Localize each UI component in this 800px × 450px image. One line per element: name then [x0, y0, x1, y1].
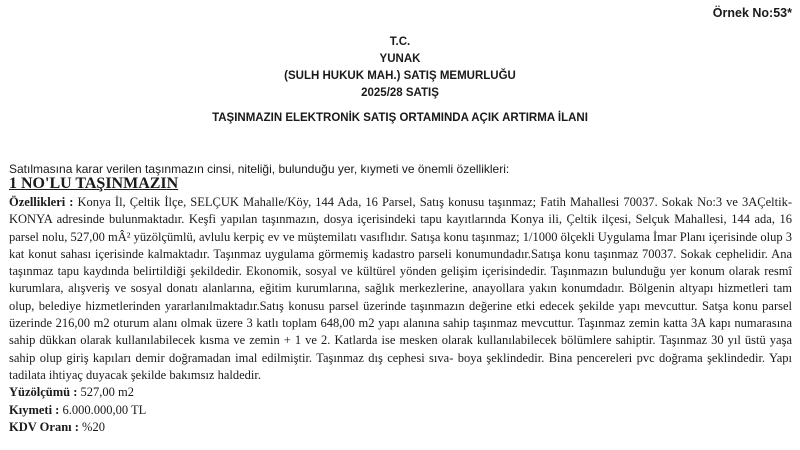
header-line-office: (SULH HUKUK MAH.) SATIŞ MEMURLUĞU: [284, 70, 516, 82]
value-line: [9, 402, 792, 419]
property-details: [9, 194, 792, 436]
area-line: [9, 384, 792, 401]
document-header: [0, 34, 800, 102]
header-line-file-number: 2025/28 SATIŞ: [361, 87, 439, 99]
intro-text: Satılmasına karar verilen taşınmazın cinsi, niteliği, bulunduğu yer, kıymeti ve önemli özellikleri:: [9, 162, 510, 176]
value-label: Kıymeti :: [9, 402, 60, 417]
kdv-label: KDV Oranı :: [9, 419, 79, 434]
announcement-title: TAŞINMAZIN ELEKTRONİK SATIŞ ORTAMINDA AÇIK ARTIRMA İLANI: [212, 112, 588, 124]
property-title: 1 NO'LU TAŞINMAZIN: [9, 175, 179, 192]
header-line-tc: T.C.: [389, 36, 411, 48]
area-value: 527,00 m2: [77, 385, 135, 400]
features-label: Özellikleri :: [9, 195, 74, 209]
header-line-district: YUNAK: [379, 53, 421, 65]
value-amount: 6.000.000,00 TL: [59, 402, 147, 417]
kdv-value: %20: [78, 419, 105, 434]
kdv-line: [9, 419, 792, 436]
features-paragraph: [9, 194, 792, 384]
features-text: Konya İl, Çeltik İlçe, SELÇUK Mahalle/Köy, 144 Ada, 16 Parsel, Satış konusu taşınmaz; Fatih Mahallesi 70037. Sokak No:3 ve 3AÇeltik-KONYA adresinde bulunmaktadır. Keşfi yapılan taşınmazın, dosya içerisindeki tapu kayıtlarında Konya ili, Çeltik ilçesi, Selçuk Mahallesi, 144 ada, 16 parsel nolu, 527,00 mÂ² yüzölçümlü, avlulu kerpiç ev ve müştemilatı vasıflıdır. Satışa konu taşınmaz; 1/1000 ölçekli Uygulama İmar Planı içerisinde olup 3 kat konut sahası içerisinde kalmaktadır. Taşınmaz uygulama görmemiş kadastro parseli konumundadır.Satışa konu taşınmaz 70037. Sokak cephelidir. Ana taşınmaz tapu kaydında belirtildiği şekildedir. Ekonomik, sosyal ve kültürel yönden gelişim içerisindedir. Taşınmazın bulunduğu yer konum olarak resmî kurumlara, alışveriş ve sosyal donatı alanlarına, eğitim kurumlarına, sağlık merkezlerine, anayollara yakın konumdadır. Bölgenin altyapı hizmetleri tam olup, belediye hizmetlerinden yararlanılmaktadır.Satış konusu parsel üzerinde taşınmazın değerine etki edecek şekilde yapı mevcuttur. Satşa konu parsel üzerinde 216,00 m2 oturum alanı olmak üzere 3 katlı toplam 648,00 m2 yapı alanına sahip taşınmaz mevcuttur. Taşınmaz zemin katta 3A kapı numarasına sahip dükkan olarak kullanılabilecek kısma ve zemin + 1 ve 2. Katlarda ise mesken olarak kullanılabilecek bölümlere sahiptir. Taşınmaz 30 yıl üstü yaşa sahip olup giriş kapıları demir doğramadan imal edilmiştir. Taşınmaz dış cephesi sıva- boya şeklindedir. Bina pencereleri pvc doğrama şeklindedir. Yapı tadilata ihtiyaç duyacak şekilde bakımsız haldedir.: [9, 195, 792, 382]
area-label: Yüzölçümü :: [9, 385, 78, 400]
sample-number: Örnek No:53*: [712, 6, 792, 20]
